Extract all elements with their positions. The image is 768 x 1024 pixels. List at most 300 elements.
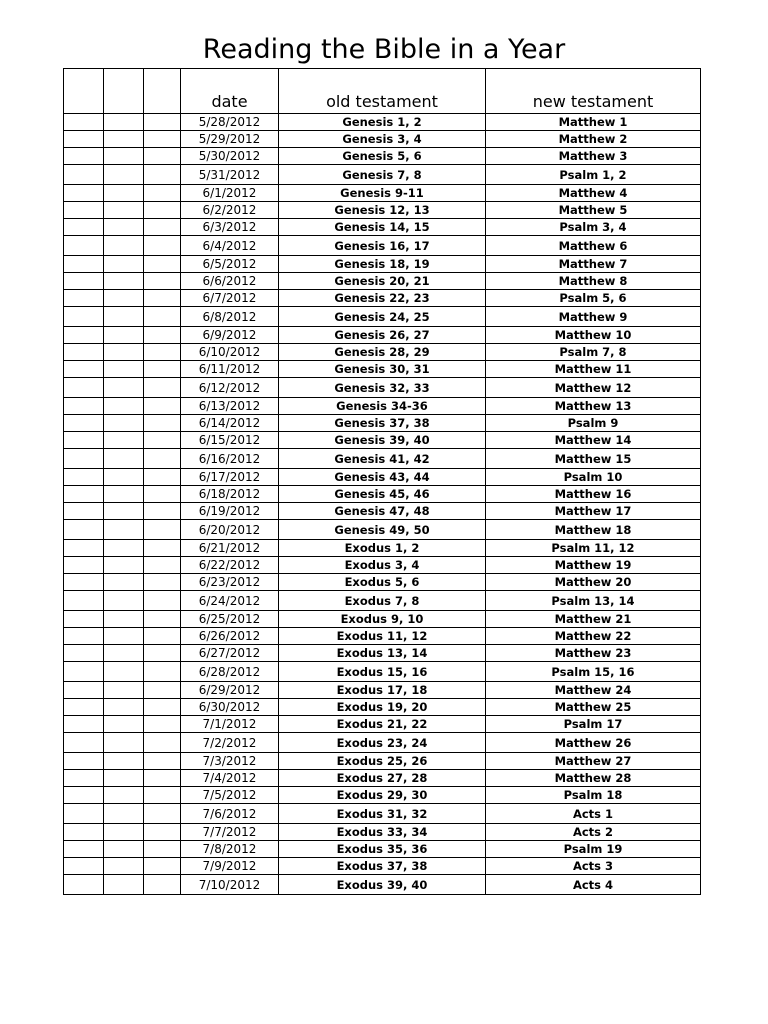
checkbox-cell-1 — [64, 344, 104, 361]
table-row — [64, 662, 701, 682]
date-cell: 6/7/2012 — [181, 290, 279, 307]
date-cell: 6/8/2012 — [181, 307, 279, 327]
checkbox-cell-1 — [64, 699, 104, 716]
table-row — [64, 770, 701, 787]
checkbox-cell-3 — [144, 662, 181, 682]
checkbox-cell-3 — [144, 699, 181, 716]
date-cell: 6/3/2012 — [181, 219, 279, 236]
checkbox-cell-1 — [64, 307, 104, 327]
checkbox-cell-1 — [64, 469, 104, 486]
new-testament-cell: Matthew 15 — [486, 449, 701, 469]
table-row — [64, 716, 701, 733]
checkbox-cell-1 — [64, 361, 104, 378]
new-testament-cell: Matthew 25 — [486, 699, 701, 716]
header-blank-2 — [104, 69, 144, 114]
date-cell: 6/2/2012 — [181, 202, 279, 219]
checkbox-cell-3 — [144, 114, 181, 131]
new-testament-cell: Psalm 5, 6 — [486, 290, 701, 307]
checkbox-cell-1 — [64, 716, 104, 733]
checkbox-cell-2 — [104, 787, 144, 804]
checkbox-cell-1 — [64, 787, 104, 804]
table-row — [64, 114, 701, 131]
new-testament-cell: Acts 4 — [486, 875, 701, 895]
date-cell: 6/24/2012 — [181, 591, 279, 611]
old-testament-cell: Exodus 21, 22 — [279, 716, 486, 733]
checkbox-cell-1 — [64, 628, 104, 645]
new-testament-cell: Psalm 1, 2 — [486, 165, 701, 185]
date-cell: 7/2/2012 — [181, 733, 279, 753]
date-cell: 6/12/2012 — [181, 378, 279, 398]
old-testament-cell: Exodus 27, 28 — [279, 770, 486, 787]
old-testament-cell: Genesis 47, 48 — [279, 503, 486, 520]
table-row — [64, 557, 701, 574]
old-testament-cell: Genesis 26, 27 — [279, 327, 486, 344]
checkbox-cell-3 — [144, 256, 181, 273]
checkbox-cell-2 — [104, 753, 144, 770]
checkbox-cell-1 — [64, 804, 104, 824]
checkbox-cell-2 — [104, 716, 144, 733]
checkbox-cell-2 — [104, 398, 144, 415]
table-row — [64, 469, 701, 486]
checkbox-cell-3 — [144, 611, 181, 628]
checkbox-cell-1 — [64, 327, 104, 344]
new-testament-cell: Matthew 22 — [486, 628, 701, 645]
date-cell: 6/5/2012 — [181, 256, 279, 273]
header-old-testament: old testament — [279, 69, 486, 114]
checkbox-cell-2 — [104, 591, 144, 611]
new-testament-cell: Matthew 7 — [486, 256, 701, 273]
checkbox-cell-3 — [144, 469, 181, 486]
checkbox-cell-2 — [104, 219, 144, 236]
checkbox-cell-3 — [144, 540, 181, 557]
new-testament-cell: Psalm 17 — [486, 716, 701, 733]
checkbox-cell-2 — [104, 503, 144, 520]
checkbox-cell-2 — [104, 858, 144, 875]
date-cell: 6/27/2012 — [181, 645, 279, 662]
new-testament-cell: Matthew 26 — [486, 733, 701, 753]
checkbox-cell-3 — [144, 503, 181, 520]
checkbox-cell-2 — [104, 415, 144, 432]
new-testament-cell: Matthew 5 — [486, 202, 701, 219]
checkbox-cell-2 — [104, 185, 144, 202]
new-testament-cell: Matthew 20 — [486, 574, 701, 591]
new-testament-cell: Matthew 28 — [486, 770, 701, 787]
date-cell: 6/28/2012 — [181, 662, 279, 682]
old-testament-cell: Exodus 3, 4 — [279, 557, 486, 574]
checkbox-cell-1 — [64, 733, 104, 753]
checkbox-cell-2 — [104, 486, 144, 503]
table-row — [64, 219, 701, 236]
new-testament-cell: Matthew 6 — [486, 236, 701, 256]
date-cell: 7/3/2012 — [181, 753, 279, 770]
table-row — [64, 185, 701, 202]
old-testament-cell: Exodus 29, 30 — [279, 787, 486, 804]
table-row — [64, 858, 701, 875]
checkbox-cell-1 — [64, 753, 104, 770]
reading-plan-table — [63, 68, 701, 895]
checkbox-cell-1 — [64, 236, 104, 256]
table-row — [64, 753, 701, 770]
checkbox-cell-3 — [144, 787, 181, 804]
checkbox-cell-2 — [104, 344, 144, 361]
old-testament-cell: Genesis 32, 33 — [279, 378, 486, 398]
table-row — [64, 574, 701, 591]
checkbox-cell-3 — [144, 645, 181, 662]
new-testament-cell: Matthew 16 — [486, 486, 701, 503]
checkbox-cell-3 — [144, 219, 181, 236]
old-testament-cell: Genesis 22, 23 — [279, 290, 486, 307]
new-testament-cell: Matthew 3 — [486, 148, 701, 165]
table-row — [64, 787, 701, 804]
new-testament-cell: Matthew 13 — [486, 398, 701, 415]
new-testament-cell: Matthew 12 — [486, 378, 701, 398]
date-cell: 6/1/2012 — [181, 185, 279, 202]
checkbox-cell-2 — [104, 307, 144, 327]
old-testament-cell: Exodus 23, 24 — [279, 733, 486, 753]
new-testament-cell: Matthew 23 — [486, 645, 701, 662]
checkbox-cell-1 — [64, 520, 104, 540]
checkbox-cell-3 — [144, 770, 181, 787]
checkbox-cell-1 — [64, 824, 104, 841]
table-row — [64, 503, 701, 520]
checkbox-cell-3 — [144, 733, 181, 753]
checkbox-cell-1 — [64, 770, 104, 787]
checkbox-cell-3 — [144, 131, 181, 148]
old-testament-cell: Genesis 45, 46 — [279, 486, 486, 503]
date-cell: 6/30/2012 — [181, 699, 279, 716]
checkbox-cell-2 — [104, 770, 144, 787]
checkbox-cell-1 — [64, 662, 104, 682]
checkbox-cell-2 — [104, 841, 144, 858]
checkbox-cell-1 — [64, 202, 104, 219]
date-cell: 6/4/2012 — [181, 236, 279, 256]
checkbox-cell-2 — [104, 557, 144, 574]
old-testament-cell: Exodus 35, 36 — [279, 841, 486, 858]
old-testament-cell: Exodus 39, 40 — [279, 875, 486, 895]
checkbox-cell-2 — [104, 611, 144, 628]
checkbox-cell-2 — [104, 574, 144, 591]
checkbox-cell-1 — [64, 114, 104, 131]
table-row — [64, 148, 701, 165]
checkbox-cell-2 — [104, 290, 144, 307]
checkbox-cell-2 — [104, 682, 144, 699]
date-cell: 6/22/2012 — [181, 557, 279, 574]
old-testament-cell: Exodus 13, 14 — [279, 645, 486, 662]
old-testament-cell: Genesis 28, 29 — [279, 344, 486, 361]
table-row — [64, 540, 701, 557]
table-row — [64, 256, 701, 273]
checkbox-cell-1 — [64, 557, 104, 574]
checkbox-cell-1 — [64, 645, 104, 662]
old-testament-cell: Genesis 43, 44 — [279, 469, 486, 486]
old-testament-cell: Exodus 17, 18 — [279, 682, 486, 699]
header-blank-3 — [144, 69, 181, 114]
new-testament-cell: Psalm 10 — [486, 469, 701, 486]
new-testament-cell: Matthew 2 — [486, 131, 701, 148]
checkbox-cell-3 — [144, 841, 181, 858]
date-cell: 6/19/2012 — [181, 503, 279, 520]
table-row — [64, 165, 701, 185]
checkbox-cell-2 — [104, 733, 144, 753]
date-cell: 6/14/2012 — [181, 415, 279, 432]
checkbox-cell-1 — [64, 841, 104, 858]
date-cell: 6/21/2012 — [181, 540, 279, 557]
table-row — [64, 236, 701, 256]
checkbox-cell-3 — [144, 591, 181, 611]
checkbox-cell-2 — [104, 449, 144, 469]
checkbox-cell-3 — [144, 273, 181, 290]
checkbox-cell-1 — [64, 378, 104, 398]
checkbox-cell-1 — [64, 398, 104, 415]
date-cell: 5/28/2012 — [181, 114, 279, 131]
checkbox-cell-1 — [64, 503, 104, 520]
old-testament-cell: Genesis 39, 40 — [279, 432, 486, 449]
date-cell: 6/16/2012 — [181, 449, 279, 469]
checkbox-cell-2 — [104, 148, 144, 165]
checkbox-cell-3 — [144, 753, 181, 770]
checkbox-cell-3 — [144, 682, 181, 699]
date-cell: 5/30/2012 — [181, 148, 279, 165]
table-row — [64, 804, 701, 824]
date-cell: 5/31/2012 — [181, 165, 279, 185]
header-new-testament: new testament — [486, 69, 701, 114]
date-cell: 7/5/2012 — [181, 787, 279, 804]
checkbox-cell-1 — [64, 185, 104, 202]
checkbox-cell-3 — [144, 327, 181, 344]
checkbox-cell-2 — [104, 378, 144, 398]
new-testament-cell: Matthew 8 — [486, 273, 701, 290]
checkbox-cell-2 — [104, 202, 144, 219]
checkbox-cell-1 — [64, 256, 104, 273]
checkbox-cell-3 — [144, 628, 181, 645]
checkbox-cell-2 — [104, 540, 144, 557]
table-row — [64, 645, 701, 662]
table-row — [64, 415, 701, 432]
checkbox-cell-3 — [144, 520, 181, 540]
new-testament-cell: Matthew 14 — [486, 432, 701, 449]
checkbox-cell-3 — [144, 202, 181, 219]
old-testament-cell: Genesis 14, 15 — [279, 219, 486, 236]
checkbox-cell-3 — [144, 185, 181, 202]
checkbox-cell-2 — [104, 645, 144, 662]
checkbox-cell-3 — [144, 858, 181, 875]
checkbox-cell-3 — [144, 486, 181, 503]
checkbox-cell-3 — [144, 148, 181, 165]
date-cell: 7/7/2012 — [181, 824, 279, 841]
date-cell: 7/10/2012 — [181, 875, 279, 895]
new-testament-cell: Acts 2 — [486, 824, 701, 841]
old-testament-cell: Exodus 25, 26 — [279, 753, 486, 770]
table-row — [64, 131, 701, 148]
date-cell: 6/6/2012 — [181, 273, 279, 290]
old-testament-cell: Genesis 3, 4 — [279, 131, 486, 148]
table-row — [64, 307, 701, 327]
table-row — [64, 378, 701, 398]
table-row — [64, 486, 701, 503]
new-testament-cell: Matthew 27 — [486, 753, 701, 770]
checkbox-cell-2 — [104, 131, 144, 148]
checkbox-cell-2 — [104, 114, 144, 131]
checkbox-cell-1 — [64, 131, 104, 148]
checkbox-cell-2 — [104, 273, 144, 290]
old-testament-cell: Genesis 41, 42 — [279, 449, 486, 469]
new-testament-cell: Matthew 4 — [486, 185, 701, 202]
checkbox-cell-3 — [144, 449, 181, 469]
old-testament-cell: Genesis 5, 6 — [279, 148, 486, 165]
checkbox-cell-2 — [104, 804, 144, 824]
checkbox-cell-3 — [144, 432, 181, 449]
old-testament-cell: Genesis 16, 17 — [279, 236, 486, 256]
date-cell: 7/1/2012 — [181, 716, 279, 733]
old-testament-cell: Genesis 7, 8 — [279, 165, 486, 185]
checkbox-cell-3 — [144, 290, 181, 307]
date-cell: 7/6/2012 — [181, 804, 279, 824]
checkbox-cell-2 — [104, 236, 144, 256]
date-cell: 6/11/2012 — [181, 361, 279, 378]
page-title: Reading the Bible in a Year — [202, 34, 566, 65]
new-testament-cell: Matthew 21 — [486, 611, 701, 628]
new-testament-cell: Psalm 15, 16 — [486, 662, 701, 682]
checkbox-cell-3 — [144, 361, 181, 378]
checkbox-cell-2 — [104, 824, 144, 841]
checkbox-cell-1 — [64, 290, 104, 307]
table-header-row — [64, 69, 701, 114]
checkbox-cell-1 — [64, 449, 104, 469]
table-row — [64, 432, 701, 449]
date-cell: 6/20/2012 — [181, 520, 279, 540]
date-cell: 6/18/2012 — [181, 486, 279, 503]
date-cell: 6/29/2012 — [181, 682, 279, 699]
new-testament-cell: Acts 1 — [486, 804, 701, 824]
checkbox-cell-2 — [104, 469, 144, 486]
table-row — [64, 591, 701, 611]
old-testament-cell: Exodus 7, 8 — [279, 591, 486, 611]
checkbox-cell-3 — [144, 557, 181, 574]
checkbox-cell-1 — [64, 486, 104, 503]
checkbox-cell-1 — [64, 591, 104, 611]
header-date: date — [181, 69, 279, 114]
checkbox-cell-1 — [64, 574, 104, 591]
old-testament-cell: Genesis 18, 19 — [279, 256, 486, 273]
checkbox-cell-3 — [144, 236, 181, 256]
checkbox-cell-1 — [64, 432, 104, 449]
checkbox-cell-2 — [104, 165, 144, 185]
new-testament-cell: Matthew 9 — [486, 307, 701, 327]
table-row — [64, 611, 701, 628]
table-row — [64, 824, 701, 841]
old-testament-cell: Exodus 9, 10 — [279, 611, 486, 628]
table-row — [64, 699, 701, 716]
new-testament-cell: Matthew 11 — [486, 361, 701, 378]
date-cell: 6/26/2012 — [181, 628, 279, 645]
new-testament-cell: Matthew 18 — [486, 520, 701, 540]
checkbox-cell-1 — [64, 540, 104, 557]
checkbox-cell-3 — [144, 804, 181, 824]
checkbox-cell-3 — [144, 344, 181, 361]
table-row — [64, 344, 701, 361]
old-testament-cell: Genesis 12, 13 — [279, 202, 486, 219]
checkbox-cell-3 — [144, 307, 181, 327]
new-testament-cell: Matthew 1 — [486, 114, 701, 131]
checkbox-cell-2 — [104, 361, 144, 378]
table-row — [64, 628, 701, 645]
checkbox-cell-3 — [144, 378, 181, 398]
checkbox-cell-1 — [64, 273, 104, 290]
new-testament-cell: Psalm 18 — [486, 787, 701, 804]
table-row — [64, 841, 701, 858]
old-testament-cell: Exodus 11, 12 — [279, 628, 486, 645]
checkbox-cell-3 — [144, 824, 181, 841]
checkbox-cell-1 — [64, 611, 104, 628]
checkbox-cell-1 — [64, 219, 104, 236]
date-cell: 5/29/2012 — [181, 131, 279, 148]
checkbox-cell-3 — [144, 415, 181, 432]
old-testament-cell: Genesis 1, 2 — [279, 114, 486, 131]
checkbox-cell-3 — [144, 716, 181, 733]
old-testament-cell: Genesis 34-36 — [279, 398, 486, 415]
table-row — [64, 733, 701, 753]
checkbox-cell-2 — [104, 875, 144, 895]
table-row — [64, 398, 701, 415]
date-cell: 6/15/2012 — [181, 432, 279, 449]
checkbox-cell-1 — [64, 148, 104, 165]
date-cell: 6/13/2012 — [181, 398, 279, 415]
new-testament-cell: Acts 3 — [486, 858, 701, 875]
checkbox-cell-1 — [64, 858, 104, 875]
table-body — [64, 114, 701, 895]
table-row — [64, 273, 701, 290]
checkbox-cell-2 — [104, 432, 144, 449]
new-testament-cell: Matthew 10 — [486, 327, 701, 344]
checkbox-cell-1 — [64, 682, 104, 699]
new-testament-cell: Psalm 11, 12 — [486, 540, 701, 557]
new-testament-cell: Psalm 13, 14 — [486, 591, 701, 611]
new-testament-cell: Psalm 7, 8 — [486, 344, 701, 361]
checkbox-cell-1 — [64, 875, 104, 895]
old-testament-cell: Genesis 20, 21 — [279, 273, 486, 290]
table-row — [64, 449, 701, 469]
old-testament-cell: Genesis 30, 31 — [279, 361, 486, 378]
date-cell: 7/4/2012 — [181, 770, 279, 787]
checkbox-cell-1 — [64, 415, 104, 432]
checkbox-cell-2 — [104, 699, 144, 716]
date-cell: 7/9/2012 — [181, 858, 279, 875]
checkbox-cell-3 — [144, 165, 181, 185]
old-testament-cell: Genesis 9-11 — [279, 185, 486, 202]
checkbox-cell-2 — [104, 628, 144, 645]
old-testament-cell: Exodus 1, 2 — [279, 540, 486, 557]
date-cell: 6/9/2012 — [181, 327, 279, 344]
old-testament-cell: Exodus 33, 34 — [279, 824, 486, 841]
old-testament-cell: Exodus 37, 38 — [279, 858, 486, 875]
table-row — [64, 361, 701, 378]
date-cell: 7/8/2012 — [181, 841, 279, 858]
old-testament-cell: Genesis 24, 25 — [279, 307, 486, 327]
date-cell: 6/10/2012 — [181, 344, 279, 361]
new-testament-cell: Psalm 3, 4 — [486, 219, 701, 236]
old-testament-cell: Exodus 5, 6 — [279, 574, 486, 591]
old-testament-cell: Exodus 15, 16 — [279, 662, 486, 682]
old-testament-cell: Genesis 49, 50 — [279, 520, 486, 540]
checkbox-cell-3 — [144, 574, 181, 591]
checkbox-cell-1 — [64, 165, 104, 185]
table-row — [64, 875, 701, 895]
checkbox-cell-2 — [104, 520, 144, 540]
new-testament-cell: Psalm 9 — [486, 415, 701, 432]
old-testament-cell: Exodus 31, 32 — [279, 804, 486, 824]
date-cell: 6/23/2012 — [181, 574, 279, 591]
table-row — [64, 290, 701, 307]
